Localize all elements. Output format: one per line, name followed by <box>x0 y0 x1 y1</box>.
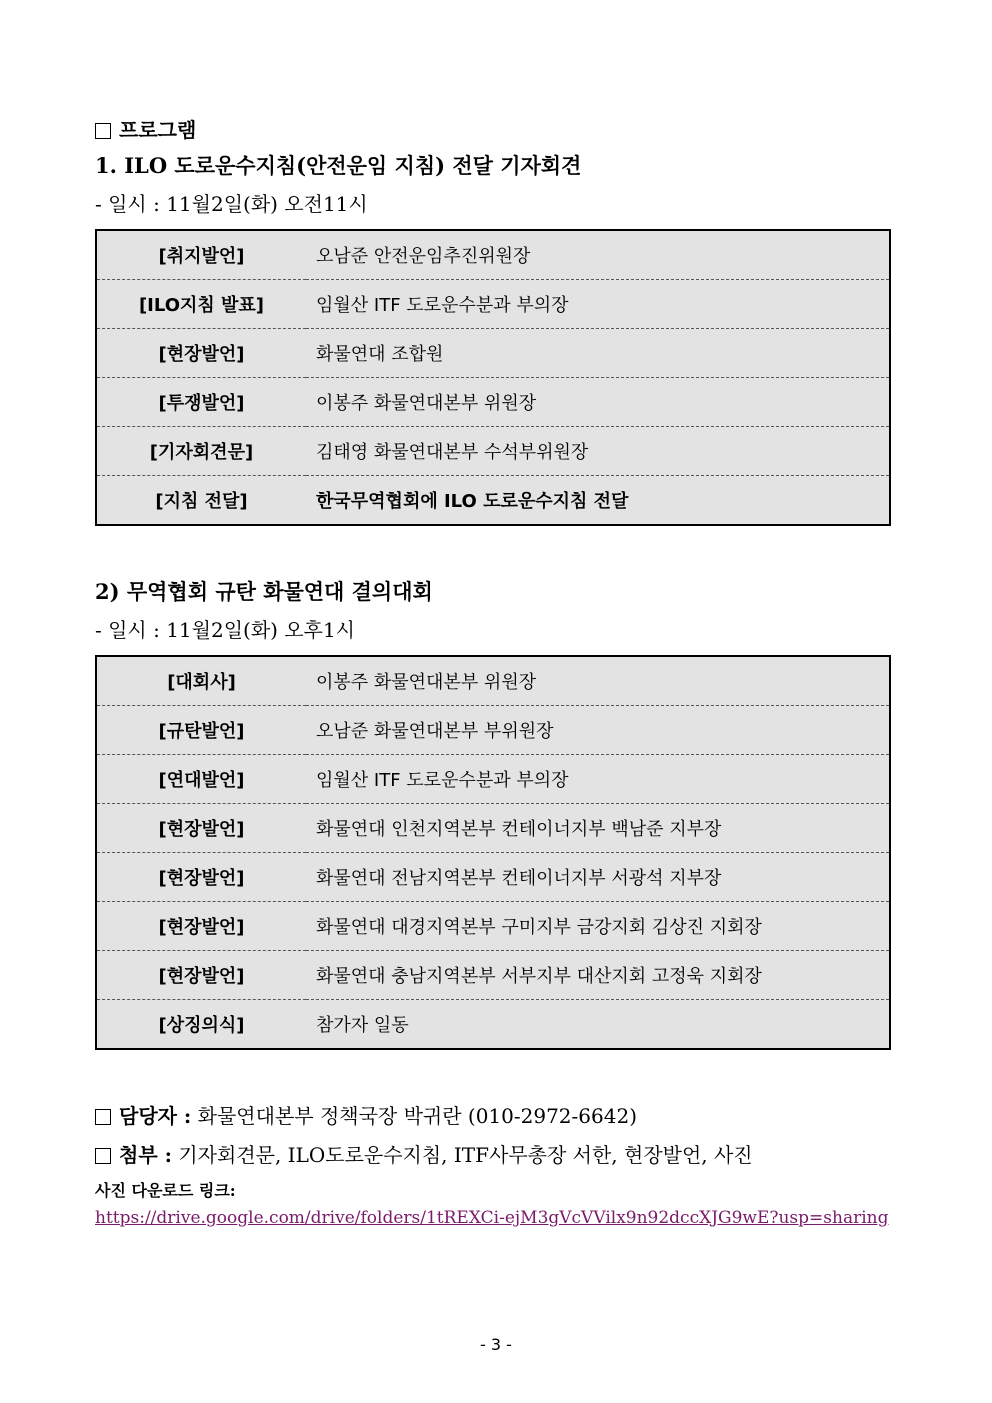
role-cell: [대회사] <box>167 672 236 693</box>
program-heading: 프로그램 <box>95 114 196 143</box>
checkbox-square-icon <box>95 123 111 139</box>
person-cell: 임월산 ITF 도로운수분과 부의장 <box>306 755 890 804</box>
table-row <box>96 280 890 329</box>
checkbox-square-icon <box>95 1148 111 1164</box>
person-cell: 이봉주 화물연대본부 위원장 <box>316 672 537 693</box>
person-cell: 화물연대 대경지역본부 구미지부 금강지회 김상진 지회장 <box>306 902 890 951</box>
person-cell: 한국무역협회에 ILO 도로운수지침 전달 <box>306 476 890 526</box>
table-row <box>96 427 890 476</box>
person-cell: 화물연대 인천지역본부 컨테이너지부 백남준 지부장 <box>306 804 890 853</box>
section2-program-table <box>95 655 891 1050</box>
person-cell: 화물연대 조합원 <box>306 329 890 378</box>
role-cell: [지침 전달] <box>96 476 306 526</box>
table-row <box>96 378 890 427</box>
role-cell: [상징의식] <box>96 1000 306 1050</box>
role-cell: [ILO지침 발표] <box>96 280 306 329</box>
contact-label: 담당자 : <box>119 1104 192 1128</box>
role-cell: [현장발언] <box>96 902 306 951</box>
person-cell: 임월산 ITF 도로운수분과 부의장 <box>306 280 890 329</box>
role-cell: [투쟁발언] <box>96 378 306 427</box>
role-cell: [규탄발언] <box>96 706 306 755</box>
person-cell: 김태영 화물연대본부 수석부위원장 <box>306 427 890 476</box>
section2-date: - 일시 : 11월2일(화) 오후1시 <box>95 618 355 642</box>
attachment-line <box>95 1139 753 1168</box>
contact-line <box>95 1100 637 1129</box>
section1-program-table <box>95 229 891 526</box>
table-row <box>96 329 890 378</box>
table-row <box>96 706 890 755</box>
attachment-value: 기자회견문, ILO도로운수지침, ITF사무총장 서한, 현장발언, 사진 <box>178 1143 753 1167</box>
section1-date: - 일시 : 11월2일(화) 오전11시 <box>95 192 368 216</box>
section1-title: 1. ILO 도로운수지침(안전운임 지침) 전달 기자회견 <box>95 153 582 178</box>
table-row <box>96 853 890 902</box>
role-cell: [현장발언] <box>96 951 306 1000</box>
contact-value: 화물연대본부 정책국장 박귀란 (010-2972-6642) <box>197 1104 637 1128</box>
table-row <box>96 902 890 951</box>
person-cell: 참가자 일동 <box>306 1000 890 1050</box>
role-cell: [연대발언] <box>96 755 306 804</box>
download-link[interactable]: https://drive.google.com/drive/folders/1tREXCi-ejM3gVcVVilx9n92dccXJG9wE?usp=sharing <box>95 1208 889 1228</box>
person-cell: 오남준 화물연대본부 부위원장 <box>306 706 890 755</box>
person-cell: 화물연대 충남지역본부 서부지부 대산지회 고정욱 지회장 <box>306 951 890 1000</box>
role-cell: [현장발언] <box>96 853 306 902</box>
role-cell: [기자회견문] <box>96 427 306 476</box>
table-row <box>96 1000 890 1050</box>
role-cell: [취지발언] <box>158 246 245 267</box>
table-row <box>96 476 890 526</box>
table-row <box>96 656 890 706</box>
table-row <box>96 230 890 280</box>
person-cell: 이봉주 화물연대본부 위원장 <box>306 378 890 427</box>
person-cell: 화물연대 전남지역본부 컨테이너지부 서광석 지부장 <box>306 853 890 902</box>
section2-title: 2) 무역협회 규탄 화물연대 결의대회 <box>95 579 433 604</box>
attachment-label: 첨부 : <box>119 1143 172 1167</box>
role-cell: [현장발언] <box>96 804 306 853</box>
checkbox-square-icon <box>95 1109 111 1125</box>
table-row <box>96 951 890 1000</box>
table-row <box>96 755 890 804</box>
download-label: 사진 다운로드 링크: <box>95 1181 236 1200</box>
person-cell: 오남준 안전운임추진위원장 <box>316 246 531 267</box>
page-number: - 3 - <box>480 1335 512 1354</box>
table-row <box>96 804 890 853</box>
role-cell: [현장발언] <box>96 329 306 378</box>
